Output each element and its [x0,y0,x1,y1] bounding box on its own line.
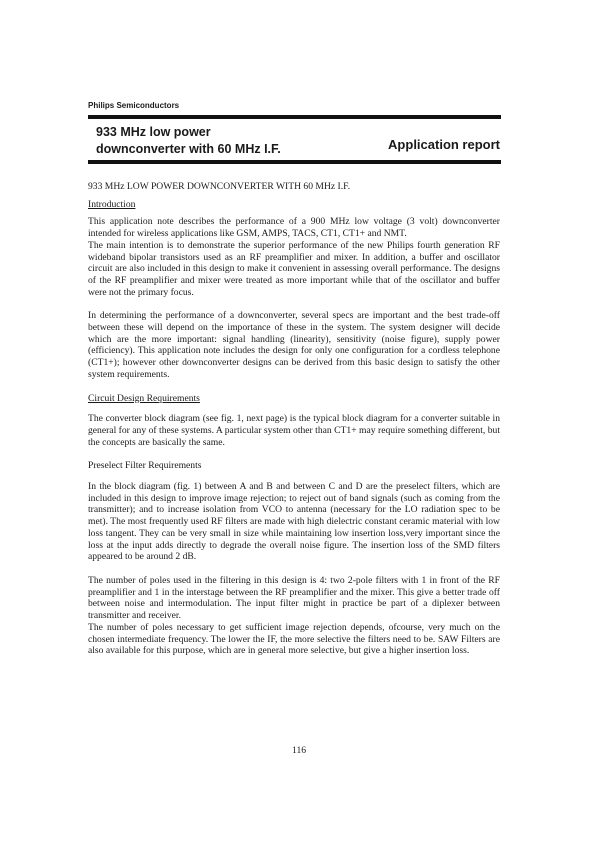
paragraph: In the block diagram (fig. 1) between A and B and between C and D are the preselect filters, which are included in this design to improve image rejection; to reject out of band signals (such as coming from the transmitter); and to increase isolation from VCO to antenna (necessary for the LO radiation spec to be met). The most frequently used RF filters are made with high dielectric constant ceramic material with low loss tangent. They can be very small in size while maintaining low insertion loss,very important since the loss at the input adds directly to degrade the overall noise figure. The insertion loss of the SMD filters appeared to be around 2 dB. [88,481,500,563]
document-body [88,181,500,657]
document-title [96,124,281,158]
title-line-1: 933 MHz low power [96,125,211,139]
title-line-2: downconverter with 60 MHz I.F. [96,142,281,156]
document-type: Application report [388,137,500,152]
preselect-heading: Preselect Filter Requirements [88,460,202,472]
paragraph: In determining the performance of a downconverter, several specs are important and the best trade-off between these will depend on the importance of these in the system. The system designer will decide which are the more important: signal handling (linearity), sensitivity (noise figure), supply power (efficiency). This application note includes the design for only one configuration for a cordless telephone (CT1+); however other downconverter designs can be derived from this basic design to satisfy the other system requirements. [88,310,500,380]
header-rule-top [88,115,501,119]
paragraph: This application note describes the performance of a 900 MHz low voltage (3 volt) downconverter intended for wireless applications like GSM, AMPS, TACS, CT1, CT1+ and NMT. [88,216,500,240]
paragraph: The converter block diagram (see fig. 1, next page) is the typical block diagram for a converter suitable in general for any of these systems. A particular system other than CT1+ may require something different, but the concepts are basically the same. [88,413,500,448]
company-name: Philips Semiconductors [88,101,180,110]
paragraph: The number of poles necessary to get sufficient image rejection depends, ofcourse, very much on the chosen intermediate frequency. The lower the IF, the more selective the filters need to be. SAW Filters are also available for this purpose, which are in general more selective, but give a higher insertion loss. [88,621,500,657]
header-rule-bottom [88,160,501,164]
intro-heading: Introduction [88,198,136,210]
main-heading: 933 MHz LOW POWER DOWNCONVERTER WITH 60 MHz I.F. [88,181,351,192]
page-number: 116 [292,745,307,756]
paragraph: The number of poles used in the filtering in this design is 4: two 2-pole filters with 1 in front of the RF preamplifier and 1 in the interstage between the RF preamplifier and the mixer. This give a better trade off between noise and intermodulation. The input filter might in practice be part of a diplexer between transmitter and receiver. [88,574,500,622]
circuit-heading: Circuit Design Requirements [88,392,200,404]
paragraph: The main intention is to demonstrate the superior performance of the new Philips fourth generation RF wideband bipolar transistors used as an RF preamplifier and mixer. In addition, a buffer and oscillator circuit are also included in this design to make it convenient in assessing overall performance. The designs of the RF preamplifier and mixer were treated as more important while that of the oscillator and buffer were not the primary focus. [88,239,500,298]
